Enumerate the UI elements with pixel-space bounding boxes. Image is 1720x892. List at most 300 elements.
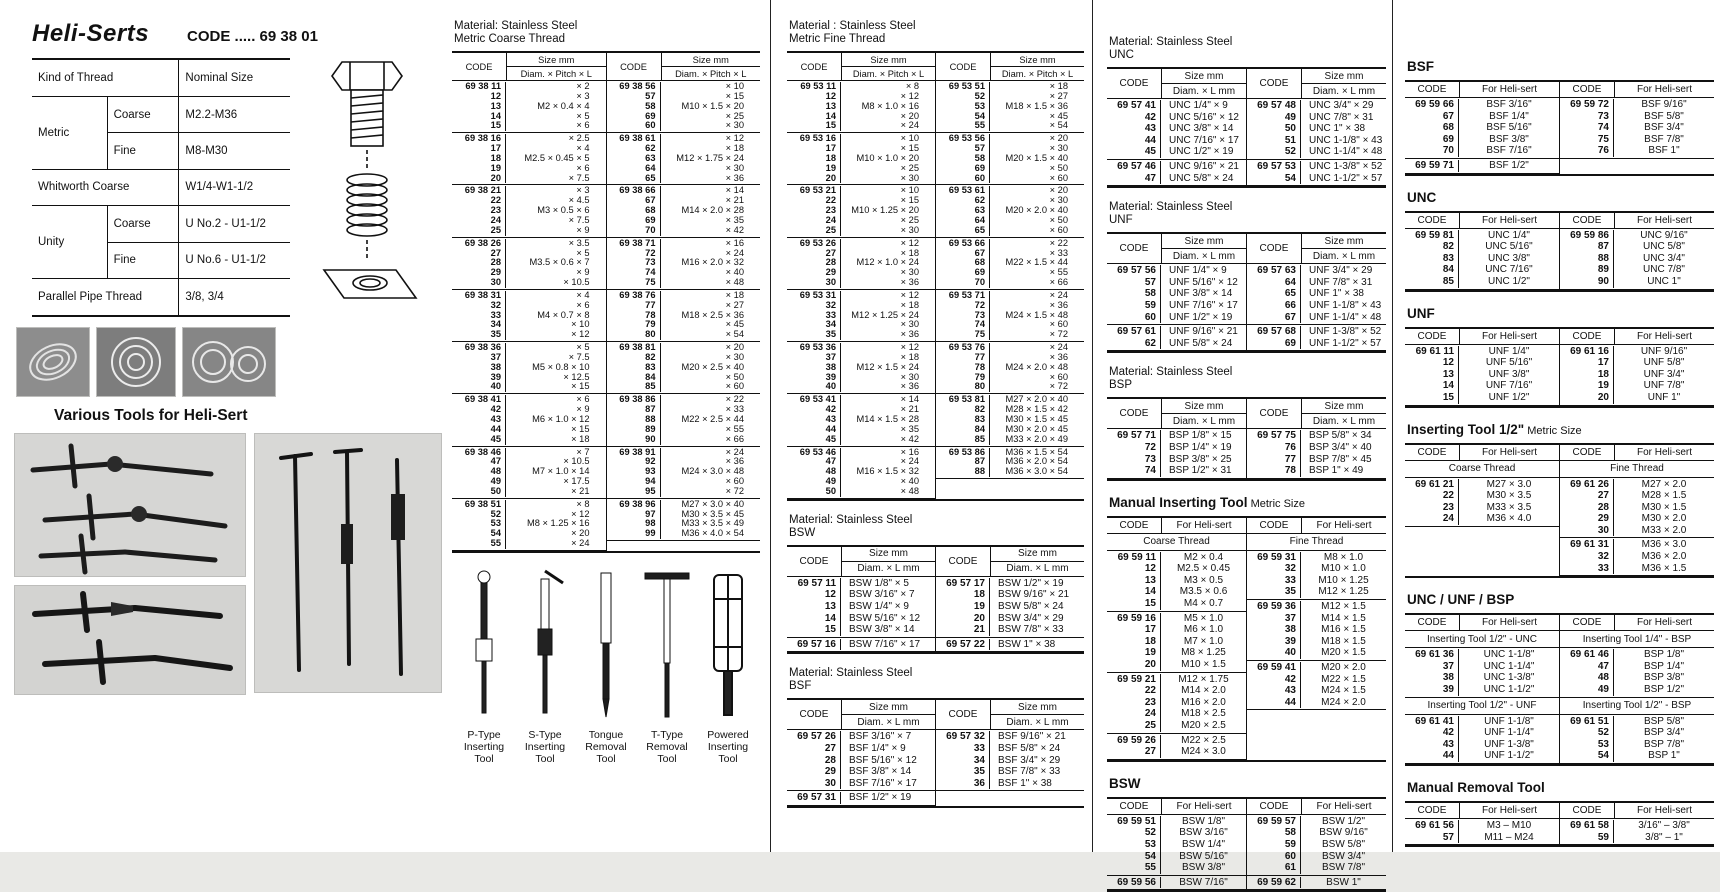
- code-group: [1107, 876, 1246, 891]
- table-filler: [1560, 159, 1714, 174]
- code-cell: 42: [787, 405, 841, 415]
- code-group: [1247, 429, 1386, 478]
- code-cell: 67: [936, 249, 990, 259]
- spec-whitworth-size: W1/4-W1-1/2: [179, 169, 290, 205]
- size-cell: M20 × 2.5 × 40: [681, 361, 744, 372]
- size-cell: M8 × 1.25 × 16: [526, 518, 590, 529]
- spec-whitworth-label: Whitworth Coarse: [32, 169, 179, 205]
- size-cell: UNC 3/8": [1488, 252, 1530, 264]
- size-cell: × 72: [725, 485, 744, 496]
- size-cell: 3/16" – 3/8": [1638, 820, 1690, 831]
- code-cell: 69 57 61: [1107, 326, 1161, 338]
- code-cell: 70: [607, 226, 661, 236]
- code-cell: 67: [1247, 312, 1301, 324]
- table-row: [1560, 276, 1714, 288]
- size-cell: × 14: [725, 185, 744, 196]
- table-row: [787, 613, 935, 625]
- size-column-header: [1161, 69, 1246, 98]
- manual-inserting-tool-table-block: [1107, 494, 1386, 762]
- code-cell: 53: [452, 519, 506, 529]
- code-cell: 69 53 66: [936, 239, 990, 249]
- code-group: [452, 185, 606, 237]
- thread-type-subheader: Inserting Tool 1/2" - UNF: [1405, 698, 1559, 715]
- code-cell: 69 38 11: [452, 82, 506, 92]
- code-cell: 37: [1405, 661, 1459, 673]
- code-cell: 18: [1107, 636, 1161, 648]
- size-cell: M4 × 0.7 × 8: [537, 309, 590, 320]
- size-cell: UNF 7/8": [1643, 380, 1685, 392]
- size-cell: M36 × 1.5: [1641, 562, 1687, 574]
- code-cell: 77: [936, 353, 990, 363]
- code-cell: 82: [1405, 241, 1459, 253]
- code-cell: 58: [607, 102, 661, 112]
- code-group: [1405, 345, 1559, 406]
- size-header-top: Size mm: [1302, 399, 1386, 414]
- size-cell: UNF 1-1/2" × 57: [1309, 337, 1382, 349]
- table-row: [1247, 300, 1386, 312]
- size-header-top: Size mm: [991, 547, 1084, 562]
- size-cell: M7 × 1.0: [1183, 635, 1224, 647]
- size-cell: × 25: [725, 110, 744, 121]
- table-row: [1107, 338, 1246, 350]
- table-right-half: [1559, 229, 1714, 290]
- manual-removal-tool-table-block: [1405, 779, 1714, 847]
- code-cell: 69: [1247, 338, 1301, 350]
- size-cell: × 10: [900, 185, 919, 196]
- code-cell: 29: [787, 268, 841, 278]
- table-row: [1247, 430, 1386, 442]
- table-row: [1247, 851, 1386, 863]
- table-row: [1560, 716, 1714, 728]
- table-row: [936, 330, 1084, 340]
- size-cell: M28 × 1.5: [1641, 490, 1687, 502]
- code-cell: 82: [607, 353, 661, 363]
- code-cell: 78: [607, 311, 661, 321]
- code-cell: 80: [936, 382, 990, 392]
- code-group: [607, 290, 761, 342]
- table-row: [1107, 624, 1246, 636]
- code-cell: 49: [452, 477, 506, 487]
- tool-t-type: [639, 569, 695, 765]
- code-group: [452, 133, 606, 185]
- size-cell: M22 × 2.5 × 44: [681, 414, 744, 424]
- code-column-header: CODE: [1417, 805, 1447, 816]
- tool-photo-grid: [14, 433, 430, 695]
- code-cell: 94: [607, 477, 661, 487]
- tool-photo-slender-tools: [254, 433, 442, 693]
- code-cell: 69 38 81: [607, 343, 661, 353]
- code-cell: 38: [787, 363, 841, 373]
- size-cell: UNC 3/8" × 14: [1169, 123, 1234, 135]
- table-row: [1247, 586, 1386, 598]
- code-cell: 40: [787, 382, 841, 392]
- table-row: [1107, 659, 1246, 671]
- code-group: [1107, 551, 1246, 612]
- code-group: [936, 342, 1084, 394]
- bsw-size-table-block: [787, 514, 1084, 655]
- table-row: [1247, 173, 1386, 185]
- table-header-row: [1405, 211, 1714, 229]
- size-cell: × 15: [725, 90, 744, 101]
- code-cell: 73: [1107, 454, 1161, 466]
- table-row: [787, 487, 935, 497]
- spec-metric-coarse: Coarse: [107, 96, 179, 132]
- code-cell: 21: [936, 624, 990, 636]
- code-cell: 29: [787, 766, 841, 778]
- code-cell: 30: [452, 278, 506, 288]
- code-cell: 48: [787, 467, 841, 477]
- code-cell: 69 59 81: [1405, 230, 1459, 242]
- code-cell: 65: [936, 226, 990, 236]
- table-row: [1247, 161, 1386, 173]
- table-right-half: [1246, 534, 1386, 760]
- tools-caption: Various Tools for Heli-Sert: [54, 407, 248, 424]
- code-size-table: [1405, 211, 1714, 292]
- table-row: [607, 278, 761, 288]
- table-right-half: [1246, 264, 1386, 351]
- table-right-half: [1559, 345, 1714, 406]
- size-header-bottom: Diam. × L mm: [1006, 563, 1069, 575]
- table-row: [936, 731, 1084, 743]
- table-row: [936, 174, 1084, 184]
- size-cell: × 36: [900, 329, 919, 340]
- table-row: [936, 382, 1084, 392]
- table-row: [1107, 146, 1246, 158]
- size-cell: UNF 1-1/4" × 48: [1309, 311, 1382, 323]
- size-cell: × 42: [725, 224, 744, 235]
- tool-label: Powered Inserting Tool: [707, 728, 749, 765]
- code-cell: 61: [1247, 862, 1301, 874]
- code-cell: 30: [787, 278, 841, 288]
- table-row: [1560, 832, 1714, 844]
- size-cell: × 27: [725, 299, 744, 310]
- code-cell: 87: [1560, 241, 1614, 253]
- code-cell: 44: [787, 425, 841, 435]
- code-cell: 76: [1247, 442, 1301, 454]
- code-cell: 88: [1560, 253, 1614, 265]
- table-row: [787, 330, 935, 340]
- code-group: [1107, 734, 1246, 760]
- size-cell: M20 × 1.5 × 40: [1005, 152, 1068, 163]
- code-size-table: [1405, 443, 1714, 579]
- code-cell: 98: [607, 519, 661, 529]
- size-cell: UNF 7/16": [1485, 380, 1533, 392]
- code-cell: 27: [452, 249, 506, 259]
- size-cell: M36 × 4.0 × 54: [681, 528, 744, 539]
- size-cell: × 30: [1049, 195, 1068, 206]
- code-cell: 59: [1107, 300, 1161, 312]
- table-body: [1405, 229, 1714, 290]
- code-group: [1560, 98, 1714, 159]
- size-cell: BSW 1" × 38: [998, 638, 1056, 650]
- table-right-half: [935, 730, 1084, 806]
- material-line: Material: Stainless Steel: [1109, 36, 1233, 48]
- code-group: [1107, 429, 1246, 478]
- code-group: [452, 499, 606, 551]
- code-cell: 35: [1247, 586, 1301, 598]
- size-cell: × 36: [900, 381, 919, 392]
- size-header-bottom: Diam. × L mm: [1006, 716, 1069, 728]
- code-cell: 69 61 31: [1560, 539, 1614, 551]
- size-cell: × 18: [900, 351, 919, 362]
- size-cell: M16 × 2.0 × 32: [681, 257, 744, 268]
- size-cell: × 60: [725, 381, 744, 392]
- table-row: [452, 278, 606, 288]
- code-cell: 69 38 91: [607, 448, 661, 458]
- table-heading: [1109, 494, 1386, 512]
- size-cell: × 35: [725, 214, 744, 225]
- size-cell: BSF 3/16" × 7: [849, 731, 912, 743]
- thread-type-subheader: Fine Thread: [1247, 534, 1386, 551]
- size-cell: BSP 1/2" × 31: [1169, 465, 1232, 477]
- size-cell: × 24: [571, 538, 590, 549]
- size-cell: BSP 1": [1648, 750, 1680, 762]
- code-group: [787, 791, 935, 806]
- size-cell: BSF 7/16": [1486, 145, 1532, 157]
- table-header-row: [787, 698, 1084, 730]
- tool-powered: [700, 569, 756, 765]
- unf-size-table-block: [1107, 201, 1386, 353]
- code-group: [1560, 478, 1714, 539]
- code-cell: 14: [1107, 586, 1161, 598]
- size-cell: M16 × 1.5 × 32: [856, 466, 919, 477]
- size-cell: BSF 5/16": [1486, 122, 1532, 134]
- code-column-header: CODE: [1559, 329, 1614, 344]
- code-cell: 13: [1405, 369, 1459, 381]
- size-cell: × 30: [900, 267, 919, 278]
- size-column-header: For Heli-sert: [1614, 329, 1714, 344]
- size-cell: × 30: [725, 120, 744, 131]
- size-column-header: For Heli-sert: [1614, 213, 1714, 228]
- code-cell: 14: [787, 112, 841, 122]
- size-cell: × 20: [1049, 133, 1068, 144]
- size-cell: × 24: [1049, 289, 1068, 300]
- code-cell: 40: [1247, 647, 1301, 659]
- table-header-row: [1107, 516, 1386, 534]
- code-cell: 45: [452, 435, 506, 445]
- code-column-header: CODE: [1119, 408, 1149, 420]
- code-column-header: CODE: [800, 61, 828, 72]
- code-group: [787, 81, 935, 133]
- table-row: [787, 121, 935, 131]
- table-material-label: [789, 20, 1084, 46]
- size-cell: × 50: [725, 371, 744, 382]
- code-cell: 23: [452, 206, 506, 216]
- size-cell: BSF 9/16" × 21: [998, 731, 1066, 743]
- tool-label: T-Type Removal Tool: [646, 728, 688, 765]
- table-row: [936, 435, 1084, 445]
- size-cell: UNF 1/4": [1488, 345, 1530, 357]
- code-cell: 54: [452, 529, 506, 539]
- code-group: [1107, 673, 1246, 734]
- size-cell: × 48: [725, 277, 744, 288]
- table-row: [1247, 326, 1386, 338]
- size-cell: UNC 7/16" × 17: [1169, 134, 1239, 146]
- size-column-header: [506, 53, 606, 80]
- size-cell: M14 × 2.0: [1181, 685, 1226, 697]
- code-group: [936, 577, 1084, 638]
- material-line: Material: Stainless Steel: [1109, 366, 1233, 379]
- size-cell: UNF 3/8": [1488, 368, 1530, 380]
- size-cell: UNC 1-1/2" × 57: [1309, 172, 1383, 184]
- size-cell: M8 × 1.0: [1323, 551, 1364, 563]
- code-column-header: CODE: [935, 53, 990, 80]
- code-group: [1247, 600, 1386, 661]
- table-row: [1247, 636, 1386, 648]
- code-cell: 69 61 26: [1560, 479, 1614, 491]
- size-cell: BSF 7/16" × 17: [849, 777, 917, 789]
- size-cell: × 12: [900, 90, 919, 101]
- code-cell: 32: [1560, 551, 1614, 563]
- code-cell: 48: [452, 467, 506, 477]
- table-row: [452, 435, 606, 445]
- code-cell: 69 57 48: [1247, 100, 1301, 112]
- code-group: [787, 730, 935, 791]
- size-cell: M30 × 3.5 × 45: [681, 508, 744, 519]
- code-column-header: CODE: [1417, 446, 1447, 458]
- size-cell: UNF 5/8": [1643, 357, 1685, 369]
- table-row: [936, 589, 1084, 601]
- code-size-table: [452, 51, 760, 553]
- size-cell: M33 × 3.5 × 49: [681, 518, 744, 529]
- page-title: Heli-Serts: [32, 20, 150, 47]
- code-cell: 58: [936, 154, 990, 164]
- table-row: [787, 792, 935, 804]
- table-row: [1247, 816, 1386, 828]
- code-cell: 69 53 21: [787, 186, 841, 196]
- code-cell: 65: [607, 174, 661, 184]
- size-cell: M18 × 2.5: [1181, 708, 1226, 720]
- table-title: BSF: [1407, 59, 1434, 74]
- table-right-half: [1559, 98, 1714, 174]
- table-row: [787, 578, 935, 590]
- size-header-bottom: Diam. × L mm: [857, 563, 920, 575]
- code-group: [1405, 648, 1559, 697]
- table-left-half: [1107, 429, 1246, 478]
- table-row: [1405, 134, 1559, 146]
- code-cell: 13: [787, 102, 841, 112]
- size-header-bottom: Diam. × Pitch × L: [675, 68, 747, 79]
- table-row: [452, 539, 606, 549]
- size-cell: BSW 1/8" × 5: [849, 577, 909, 589]
- metric-fine-column: [770, 0, 1092, 852]
- size-cell: × 21: [725, 195, 744, 206]
- code-group: [1560, 819, 1714, 845]
- code-cell: 69 59 16: [1107, 613, 1161, 625]
- code-group: [1405, 819, 1559, 845]
- code-cell: 37: [452, 353, 506, 363]
- code-cell: 20: [452, 174, 506, 184]
- code-cell: 69 57 16: [787, 639, 841, 651]
- table-row: [1405, 727, 1559, 739]
- table-title: Inserting Tool 1/2": [1407, 421, 1525, 437]
- code-cell: 69 38 31: [452, 291, 506, 301]
- size-cell: × 3: [576, 90, 590, 101]
- table-row: [1405, 739, 1559, 751]
- spec-unity-fine-size: U No.6 - U1-1/2: [179, 242, 290, 278]
- table-row: [1107, 674, 1246, 686]
- table-row: [1560, 661, 1714, 673]
- spec-unity-coarse: Coarse: [107, 206, 179, 242]
- code-cell: 69 59 41: [1247, 662, 1301, 674]
- table-row: [1247, 563, 1386, 575]
- table-heading: [1407, 591, 1714, 609]
- size-cell: × 24: [900, 456, 919, 467]
- size-cell: UNF 1-1/2": [1484, 750, 1534, 762]
- size-cell: × 18: [900, 247, 919, 258]
- code-cell: 83: [1405, 253, 1459, 265]
- code-cell: 69: [936, 164, 990, 174]
- table-row: [1405, 253, 1559, 265]
- size-header-top: Size mm: [842, 700, 935, 715]
- table-row: [1560, 649, 1714, 661]
- code-group: [1247, 661, 1386, 710]
- size-cell: M33 × 2.0: [1641, 524, 1687, 536]
- table-row: [1247, 288, 1386, 300]
- size-header-bottom: Diam. × L mm: [1312, 250, 1376, 262]
- size-cell: × 5: [576, 342, 590, 353]
- material-line: Material : Stainless Steel: [789, 20, 916, 32]
- code-column-header: CODE: [465, 61, 493, 72]
- code-cell: 63: [936, 206, 990, 216]
- code-group: [936, 394, 1084, 446]
- tool-label: Tongue Removal Tool: [585, 728, 627, 765]
- size-cell: M27 × 3.0 × 40: [681, 498, 744, 509]
- code-cell: 69 53 76: [936, 343, 990, 353]
- code-cell: 15: [1405, 392, 1459, 404]
- code-group: [1405, 478, 1559, 527]
- size-cell: × 12: [571, 329, 590, 340]
- size-cell: M12 × 1.75: [1178, 673, 1229, 685]
- size-cell: M36 × 2.0: [1641, 551, 1687, 563]
- code-cell: 77: [607, 301, 661, 311]
- size-cell: × 30: [900, 371, 919, 382]
- table-row: [1107, 312, 1246, 324]
- code-group: [1107, 264, 1246, 325]
- table-row: [1560, 502, 1714, 514]
- table-body: [1405, 345, 1714, 406]
- code-cell: 69 53 81: [936, 395, 990, 405]
- table-row: [1107, 161, 1246, 173]
- size-cell: BSF 1/2" × 19: [849, 792, 912, 804]
- code-cell: 49: [1247, 112, 1301, 124]
- code-cell: 19: [1107, 647, 1161, 659]
- code-cell: 27: [1107, 746, 1161, 758]
- code-cell: 70: [936, 278, 990, 288]
- size-cell: × 10.5: [563, 456, 590, 467]
- size-cell: × 12: [900, 237, 919, 248]
- code-cell: 24: [1107, 708, 1161, 720]
- table-row: [1107, 454, 1246, 466]
- spec-unity-label: Unity: [32, 206, 107, 279]
- table-row: [607, 529, 761, 539]
- size-cell: × 40: [725, 267, 744, 278]
- table-row: [1247, 697, 1386, 709]
- code-cell: 73: [936, 311, 990, 321]
- code-cell: 69 59 26: [1107, 735, 1161, 747]
- code-cell: 69 61 51: [1560, 716, 1614, 728]
- code-size-table: [1405, 613, 1714, 766]
- table-heading: [1109, 775, 1386, 793]
- code-cell: 99: [607, 529, 661, 539]
- table-row: [1107, 563, 1246, 575]
- size-cell: UNF 3/4" × 29: [1309, 265, 1373, 277]
- code-cell: 59: [1560, 832, 1614, 844]
- size-cell: UNC 5/8": [1643, 241, 1685, 253]
- size-cell: BSF 5/8" × 24: [998, 742, 1061, 754]
- code-group: [936, 133, 1084, 185]
- size-cell: UNC 5/8" × 24: [1169, 172, 1234, 184]
